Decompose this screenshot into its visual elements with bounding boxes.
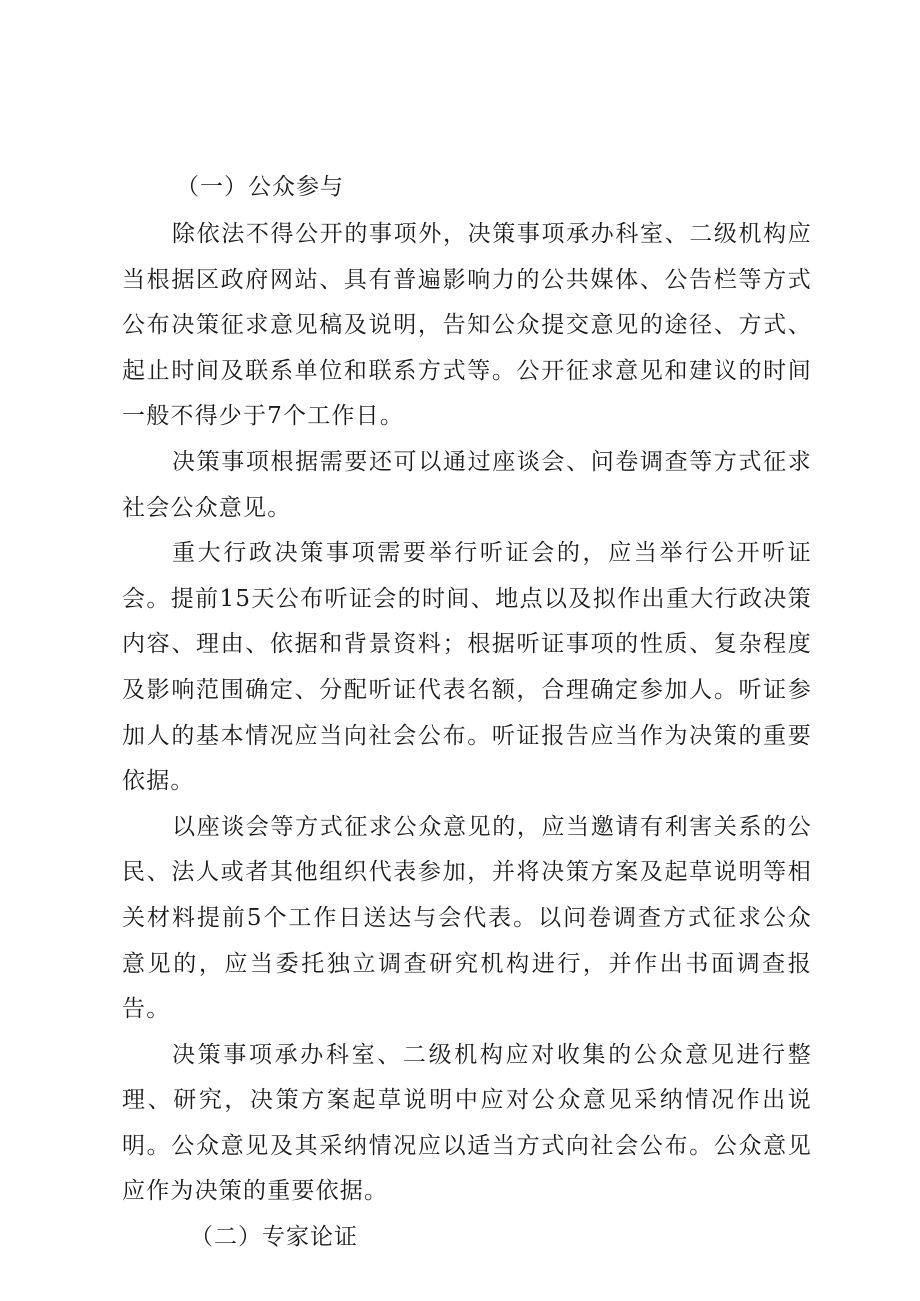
section-heading-public-participation: （一）公众参与 [176, 174, 344, 200]
paragraph-forums-surveys: 决策事项根据需要还可以通过座谈会、问卷调查等方式征求社会公众意见。 [122, 448, 812, 521]
paragraph-public-hearing: 重大行政决策事项需要举行听证会的，应当举行公开听证会。提前15天公布听证会的时间、地点以及拟作出重大行政决策内容、理由、依据和背景资料；根据听证事项的性质、复杂程度及影响范围确定、分配听证代表名额，合理确定参加人。听证参加人的基本情况应当向社会公布。听证报告应当作为决策的重要依据。 [122, 540, 812, 795]
paragraph-forum-procedure: 以座谈会等方式征求公众意见的，应当邀请有利害关系的公民、法人或者其他组织代表参加，并将决策方案及起草说明等相关材料提前5个工作日送达与会代表。以问卷调查方式征求公众意见的，应当委托独立调查研究机构进行，并作出书面调查报告。 [122, 813, 812, 1023]
document-body [122, 165, 812, 1259]
section-heading-expert-review: （二）专家论证 [190, 1224, 358, 1251]
paragraph-opinion-handling: 决策事项承办科室、二级机构应对收集的公众意见进行整理、研究，决策方案起草说明中应对公众意见采纳情况作出说明。公众意见及其采纳情况应以适当方式向社会公布。公众意见应作为决策的重要依据。 [122, 1041, 812, 1205]
paragraph-disclosure: 除依法不得公开的事项外，决策事项承办科室、二级机构应当根据区政府网站、具有普遍影响力的公共媒体、公告栏等方式公布决策征求意见稿及说明，告知公众提交意见的途径、方式、起止时间及联系单位和联系方式等。公开征求意见和建议的时间一般不得少于7个工作日。 [122, 221, 812, 430]
